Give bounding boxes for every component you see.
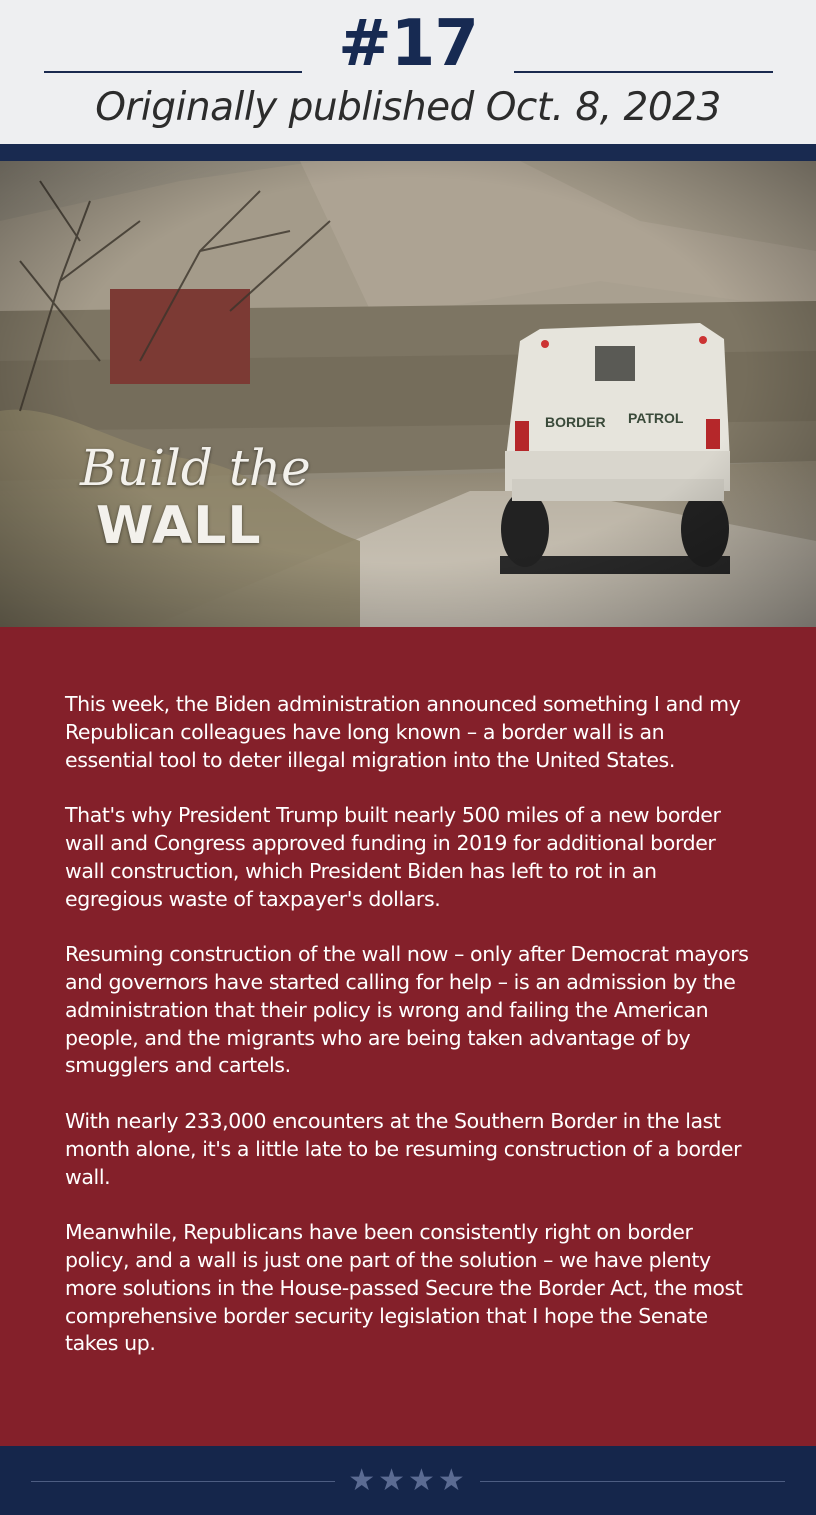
publish-date: Originally published Oct. 8, 2023: [95, 85, 721, 130]
divider-band: [0, 144, 816, 161]
border-patrol-photo: [0, 161, 816, 627]
hero-image: [0, 161, 816, 627]
header-banner: [0, 0, 816, 144]
article-paragraph: With nearly 233,000 encounters at the Southern Border in the last month alone, it's a little late to be resuming construction of a border wall.: [65, 1108, 742, 1189]
article-paragraph: This week, the Biden administration announced something I and my Republican colleagues have long known – a border wall is an essential tool to deter illegal migration into the United States.: [65, 692, 741, 772]
article-section: [0, 627, 816, 1446]
footer-rule-right: [480, 1481, 785, 1482]
hero-title-script: Build the: [80, 439, 311, 497]
star-icon: ★★★★: [348, 1463, 468, 1498]
article-paragraph: Meanwhile, Republicans have been consistently right on border policy, and a wall is just one part of the solution – we have plenty more solutions in the House-passed Secure the Border Act, the most comprehensive border security legislation that I hope the Senate takes up.: [65, 1220, 743, 1356]
hero-title-bold: WALL: [96, 496, 262, 556]
article-paragraph: That's why President Trump built nearly 500 miles of a new border wall and Congress approved funding in 2019 for additional border wall construction, which President Biden has left to rot in an egregious waste of taxpayer's dollars.: [65, 803, 721, 911]
article-body: [65, 691, 755, 1386]
article-paragraph: Resuming construction of the wall now – only after Democrat mayors and governors have started calling for help – is an admission by the administration that their policy is wrong and failing the American people, and the migrants who are being taken advantage of by smugglers and cartels.: [65, 942, 749, 1078]
post-number: #17: [338, 7, 478, 81]
footer-rule-left: [31, 1481, 335, 1482]
footer-banner: [0, 1446, 816, 1515]
